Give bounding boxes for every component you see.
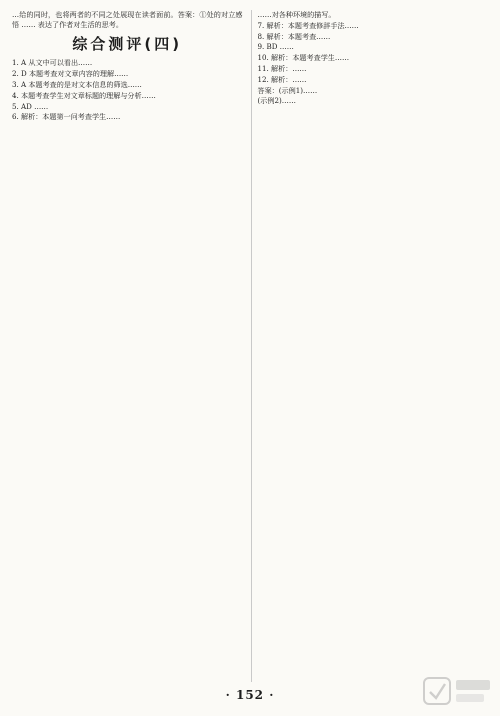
page-number: · 152 ·	[225, 688, 275, 702]
answer-paragraph: 12. 解析：……	[257, 74, 307, 84]
answer-paragraph: 2. D 本题考查对文章内容的理解……	[12, 69, 129, 79]
answer-paragraph: …给的同时，也将两者的不同之处展现在读者面前。答案：①处的对立感悟 …… 表达了作者对生活的思考。	[12, 10, 243, 30]
left-column-answers	[12, 58, 243, 122]
answer-paragraph: 3. A 本题考查的是对文本信息的筛选……	[12, 80, 142, 89]
answer-paragraph: 1. A 从文中可以看出……	[12, 58, 93, 68]
right-column-answers	[258, 10, 489, 107]
watermark-logo	[422, 672, 494, 712]
section-title: 综合测评(四)	[72, 35, 183, 54]
answer-paragraph: 答案：(示例1)……	[257, 85, 318, 95]
answer-paragraph: 4. 本题考查学生对文章标题的理解与分析……	[12, 90, 156, 100]
right-column	[251, 10, 489, 682]
answer-paragraph: 8. 解析：本题考查……	[257, 31, 331, 41]
answer-paragraph: ……对各种环境的描写。	[257, 10, 336, 19]
answer-paragraph: 6. 解析：本题第一问考查学生……	[12, 112, 121, 122]
answer-paragraph: 7. 解析：本题考查修辞手法……	[257, 20, 359, 30]
left-column-top-text	[12, 10, 243, 30]
answer-paragraph: 11. 解析：……	[257, 63, 307, 73]
answer-paragraph: 10. 解析：本题考查学生……	[257, 53, 350, 63]
answer-paragraph: 9. BD ……	[257, 42, 294, 52]
answer-paragraph: (示例2)……	[257, 96, 296, 106]
watermark-stamp-icon	[422, 672, 494, 712]
left-column	[12, 10, 243, 682]
two-column-body	[12, 10, 488, 682]
answer-paragraph: 5. AD ……	[12, 101, 49, 111]
